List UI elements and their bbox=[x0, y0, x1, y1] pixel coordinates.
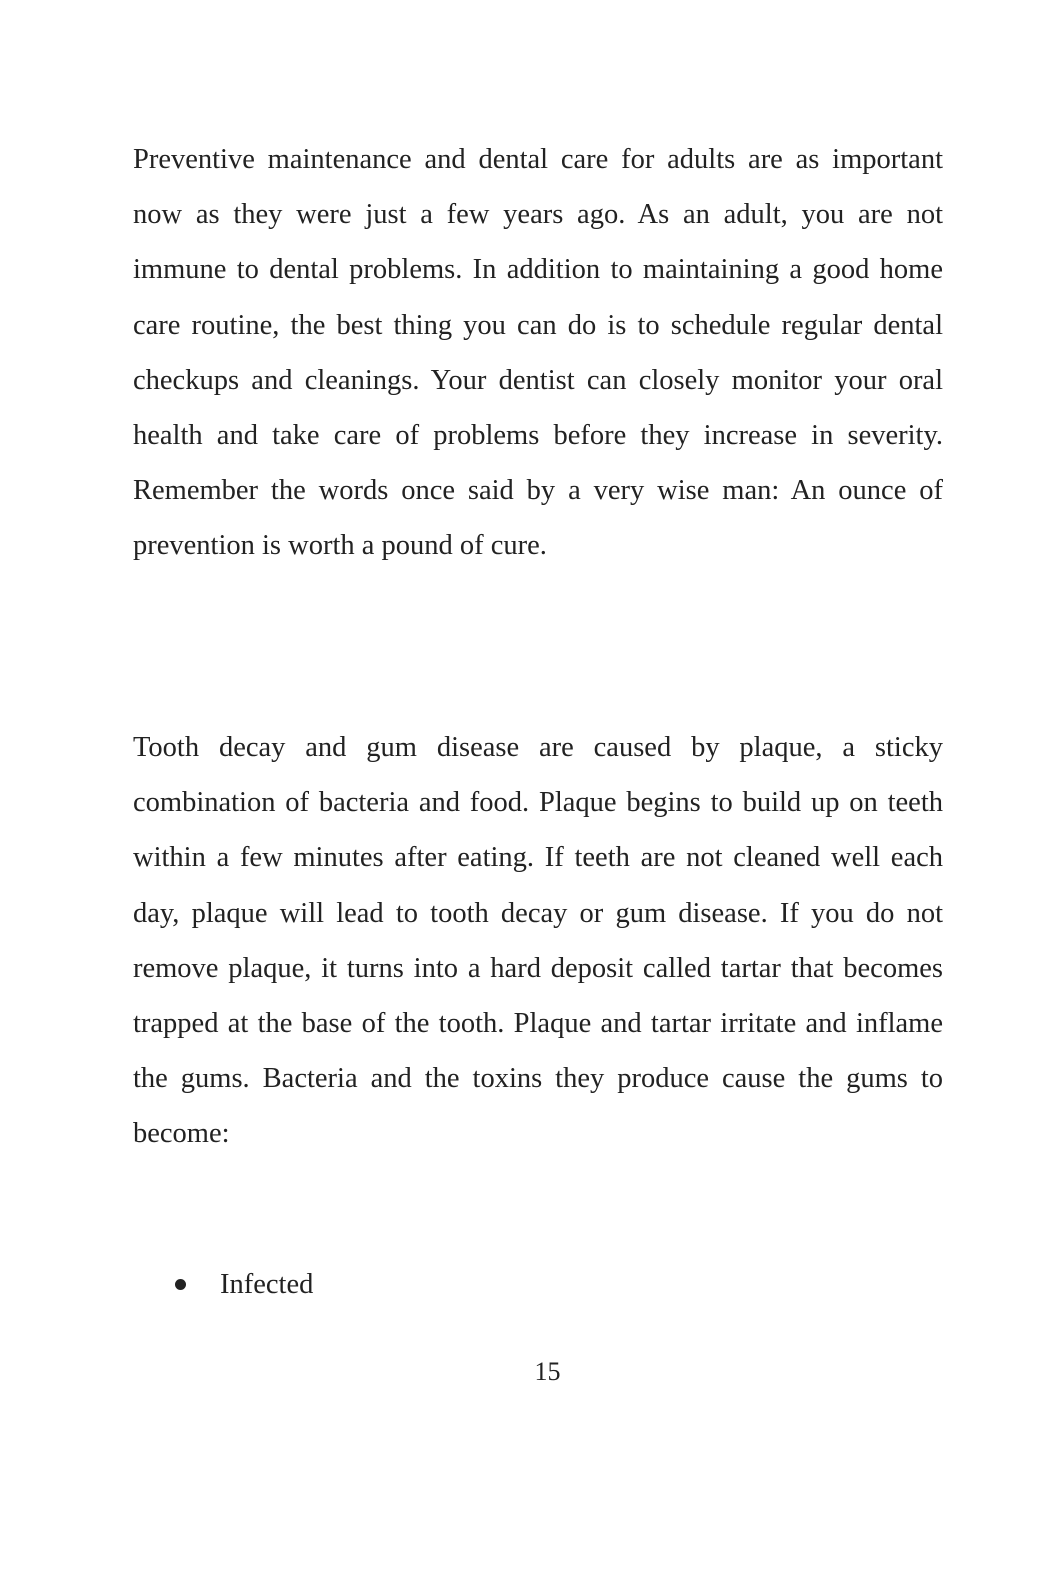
list-item bbox=[133, 1257, 313, 1312]
bullet-list bbox=[133, 1257, 313, 1312]
bullet-icon bbox=[175, 1279, 186, 1290]
paragraph-preventive-maintenance: Preventive maintenance and dental care for adults are as important now as they were just a few years ago. As an adult, you are not immune to dental problems. In addition to maintaining a good home care routine, the best thing you can do is to schedule regular dental checkups and cleanings. Your dentist can closely monitor your oral health and take care of problems before they increase in severity. Remember the words once said by a very wise man: An ounce of prevention is worth a pound of cure. bbox=[133, 144, 943, 562]
page-number: 15 bbox=[534, 1357, 561, 1386]
paragraph-tooth-decay: Tooth decay and gum disease are caused by plaque, a sticky combination of bacteria and food. Plaque begins to build up on teeth within a few minutes after eating. If teeth are not cleaned well each day, plaque will lead to tooth decay or gum disease. If you do not remove plaque, it turns into a hard deposit called tartar that becomes trapped at the base of the tooth. Plaque and tartar irritate and inflame the gums. Bacteria and the toxins they produce cause the gums to become: bbox=[133, 732, 943, 1150]
list-item-text: Infected bbox=[220, 1269, 314, 1300]
